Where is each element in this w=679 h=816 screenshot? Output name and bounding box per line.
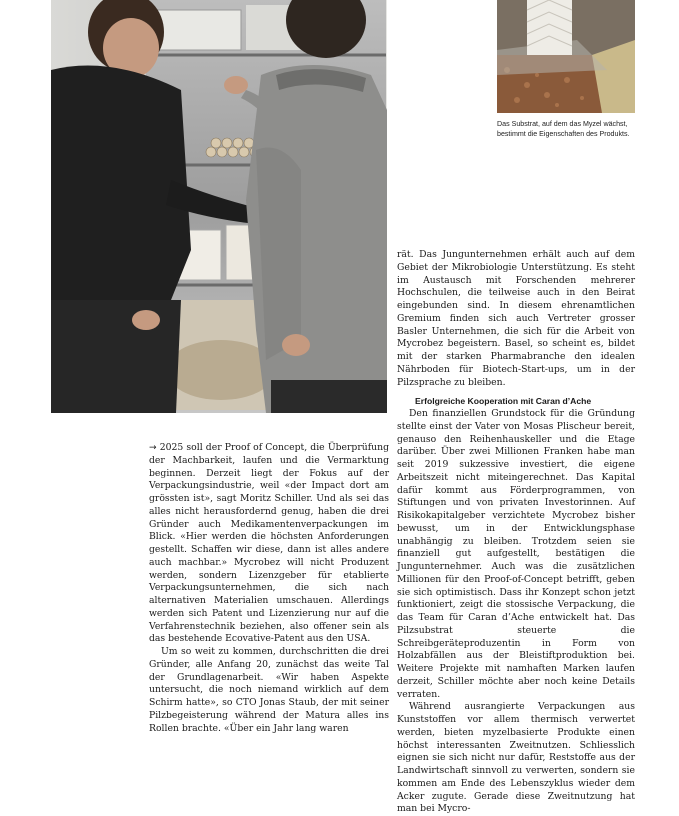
photo-caption: Das Substrat, auf dem das Myzel wächst, bestimmt die Eigenschaften des Produkts. <box>497 120 630 138</box>
paragraph: rät. Das Jungunternehmen erhält auch auf dem Gebiet der Mikrobiologie Unterstützung. Es steht im Austausch mit Forschenden mehrerer Hochschulen, die teilweise auch in den Beirat eingebunden sind. In diesem ehrenamtlichen Gremium finden sich auch Vertreter grosser Basler Unternehmen, die sich für die Arbeit von Mycrobez begeistern. Basel, so scheint es, bildet mit der starken Pharmabranche den idealen Nährboden für Biotech-Start-ups, um in der Pilzsprache zu bleiben. <box>397 249 635 388</box>
lab-photo-illustration <box>51 0 387 413</box>
substrate-illustration <box>497 0 635 113</box>
article-column-right <box>397 249 635 816</box>
paragraph: Während ausrangierte Verpackungen aus Kunststoffen vor allem thermisch verwertet werden, bieten myzelbasierte Produkte einen höchst interessanten Zweitnutzen. Schliesslich eignen sie sich nicht nur dafür, Reststoffe aus der Landwirtschaft sinnvoll zu verwerten, sondern sie kommen am Ende des Lebenszyklus wieder dem Acker zugute. Gerade diese Zweitnutzung hat man bei Mycro- <box>397 701 635 815</box>
paragraph <box>149 442 389 646</box>
paragraph: Den finanziellen Grundstock für die Gründung stellte einst der Vater von Mosas Plischeur bereit, genauso den Reihenhauskeller und die Etage darüber. Über zwei Millionen Franken habe man seit 2019 sukzessive investiert, die eigene Arbeitszeit nicht miteingerechnet. Das Kapital dafür kommt aus Förderprogrammen, von Stiftungen und von privaten Investorinnen. Auf Risikokapitalgeber verzichtete Mycrobez bisher bewusst, um in der Entwicklungsphase unabhängig zu bleiben. Trotzdem seien sie finanziell gut aufgestellt, bestätigen die Jungunternehmer. Auch was die zusätzlichen Millionen für den Proof-of-Concept betrifft, geben sie sich optimistisch. Dass ihr Konzept schon jetzt funktioniert, zeigt die stossische Verpackung, die das Team für Caran d’Ache entwickelt hat. Das Pilzsubstrat steuerte die Schreibgeräteproduzentin in Form von Holzabfällen aus der Bleistiftproduktion bei. Weitere Projekte mit namhaften Marken laufen derzeit, Schiller möchte aber noch keine Details verraten. <box>397 408 635 700</box>
article-column-left <box>149 442 389 735</box>
lab-photo <box>51 0 387 413</box>
arrow-icon: → <box>149 443 157 453</box>
substrate-photo <box>497 0 635 113</box>
section-heading: Erfolgreiche Kooperation mit Caran d’Ache <box>415 396 592 407</box>
paragraph: Um so weit zu kommen, durchschritten die drei Gründer, alle Anfang 20, zunächst das weite Tal der Grundlagenarbeit. «Wir haben Aspekte untersucht, die noch niemand wirklich auf dem Schirm hatte», so CTO Jonas Staub, der mit seiner Pilzbegeisterung während der Matura alles ins Rollen brachte. «Über ein Jahr lang waren <box>149 646 389 734</box>
paragraph-text: 2025 soll der Proof of Concept, die Überprüfung der Machbarkeit, laufen und die Vermarktung beginnen. Derzeit liegt der Fokus auf der Verpackungsindustrie, weil «der Impact dort am grössten ist», sagt Moritz Schiller. Und als sei das alles nicht herausfordernd genug, haben die drei Gründer auch Medikamentenverpackungen im Blick. «Hier werden die höchsten Anforderungen gestellt. Schaffen wir diese, dann ist alles andere auch machbar.» Mycrobez will nicht Produzent werden, sondern Lizenzgeber für etablierte Verpackungsunternehmen, die sich nach alternativen Materialien umschauen. Allerdings werden sich Patent und Lizenzierung nur auf die Verfahrenstechnik beziehen, also offener sein als das bestehende Ecovative-Patent aus den USA. <box>149 442 389 645</box>
